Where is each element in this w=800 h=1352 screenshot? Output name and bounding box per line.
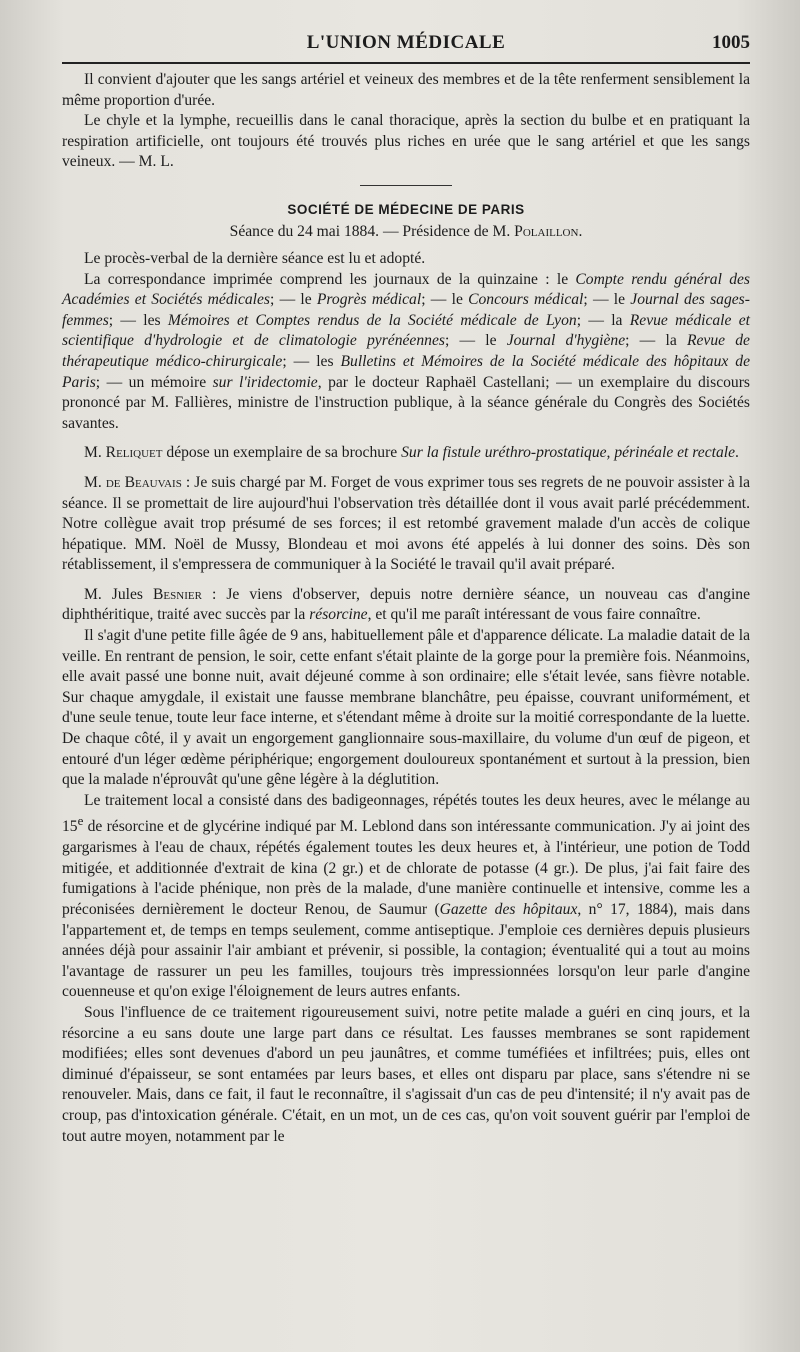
corr-journal: Revue de thérapeutique médico-chirurgicale: [62, 332, 750, 370]
intro-paragraph-2: Le chyle et la lymphe, recueillis dans le canal thoracique, après la section du bulbe et en pratiquant la respiration artificielle, ont toujours été trouvés plus riches en urée que le sang artériel et que les sangs veineux. — M. L.: [62, 112, 750, 171]
corr-text: ; — la: [625, 332, 687, 350]
bes-text: : Je viens d'observer, depuis notre dernière séance, un nouveau cas d'angine diphthéritique, traité avec succès par la: [62, 585, 750, 624]
rel-text: dépose un exemplaire de sa brochure: [162, 444, 402, 462]
rel-text: .: [735, 444, 739, 462]
beau-text: : Je suis chargé par M. Forget de vous exprimer tous ses regrets de ne pouvoir assister à la séance. Il se promettait de lire aujourd'hui l'observation très détaillée dont il vous avait parlé précédemment. Notre collègue avait trop présumé de ses forces; il est retombé gravement malade d'un accès de colique hépatique. MM. Noël de Mussy, Blondeau et moi avons été appelés à lui donner des soins. Dès son rétablissement, il s'empressera de communiquer à la Société le travail qu'il avait préparé.: [62, 473, 751, 574]
corr-text: , par le docteur Raphaël Castellani; — un exemplaire du discours prononcé par M. Fallières, ministre de l'instruction publique, à la séance générale du Congrès des Sociétés savantes.: [62, 373, 750, 432]
section-separator: [360, 185, 452, 186]
journal-name: Gazette des hôpitaux: [439, 900, 578, 918]
intro-paragraph-1: Il convient d'ajouter que les sangs artériel et veineux des membres et de la tête renferment sensiblement la même proportion d'urée.: [62, 71, 750, 109]
beauvais-name: de Beauvais: [105, 473, 182, 491]
corr-text: ; — un mémoire: [95, 373, 213, 391]
rel-text: M.: [84, 444, 106, 462]
president-name: Polaillon: [514, 222, 579, 240]
drug-name: résorcine: [309, 606, 368, 624]
corr-journal: sur l'iridectomie: [212, 373, 318, 391]
session-suffix: .: [578, 222, 583, 240]
running-header: [62, 22, 750, 62]
result-paragraph: Sous l'influence de ce traitement rigoureusement suivi, notre petite malade a guéri en cinq jours, et la résorcine a eu sans doute une large part dans ce résultat. Les fausses membranes se sont rapidement modifiées; elles sont devenues d'abord un peu jaunâtres, et comme tuméfiées et infiltrées; puis, elles ont diminué d'épaisseur, se sont entamées par leurs bases, et elles ont disparu par place, sans s'étendre ni se renouveler. Mais, dans ce fait, il faut le reconnaître, il s'agissait d'un cas de peu d'intensité; il n'y avait pas de croup, pas d'intoxication générale. C'était, en un mot, un de ces cas, qu'on voit souvent guérir par l'emploi de tout autre moyen, notamment par le: [62, 1003, 750, 1145]
treat-superscript: e: [77, 813, 84, 829]
reliquet-name: Reliquet: [105, 444, 163, 462]
session-prefix: Séance du 24 mai 1884. — Présidence de M.: [229, 222, 515, 240]
corr-text: La correspondance imprimée comprend les journaux de la quinzaine : le: [84, 270, 576, 288]
session-line: [62, 223, 750, 241]
corr-text: ; — le: [421, 291, 469, 309]
section-title: SOCIÉTÉ DE MÉDECINE DE PARIS: [287, 201, 525, 217]
page-number: 1005: [712, 32, 750, 53]
corr-journal: Compte rendu général des Académies et Sociétés médicales: [62, 270, 750, 309]
correspondence-paragraph: [62, 270, 750, 435]
corr-journal: Mémoires et Comptes rendus de la Société médicale de Lyon: [167, 311, 577, 329]
journal-title: L'UNION MÉDICALE: [306, 32, 506, 53]
besnier-name: Besnier: [153, 585, 202, 603]
corr-journal: Bulletins et Mémoires de la Société médicale des hôpitaux de Paris: [62, 352, 750, 391]
corr-text: ; — le: [583, 291, 631, 309]
article-body: [62, 70, 750, 1147]
treat-text: , n° 17, 1884), mais dans l'appartement et, de temps en temps seulement, comme antiseptique. J'emploie ces dernières depuis plusieurs années déjà pour assainir l'air ambiant et prévenir, si possible, la contagion; éventualité qui a tout au moins l'avantage de rassurer un peu les familles, toujours très impressionnées lorsqu'on leur parle d'angine couenneuse et qu'on exige l'éloignement de leurs autres enfants.: [62, 900, 751, 1001]
corr-text: ; — les: [282, 352, 341, 370]
corr-text: ; — le: [269, 291, 317, 309]
header-rule: [62, 62, 750, 64]
case-paragraph: Il s'agit d'une petite fille âgée de 9 ans, habituellement pâle et d'apparence délicate. La maladie datait de la veille. En rentrant de pension, le soir, cette enfant s'était plainte de la gorge pour la première fois. Néanmoins, elle avait passé une bonne nuit, avait déjeuné comme à son ordinaire; elle s'était levée, sans fièvre notable. Sur chaque amygdale, il existait une fausse membrane blanchâtre, peu épaisse, couvrant uniformément, et d'une seule tenue, toute leur face interne, et s'étendant même à droite sur la moitié correspondante de la luette. De chaque côté, il y avait un engorgement ganglionnaire sous-maxillaire, du volume d'un œuf de pigeon, et entouré d'un léger œdème périphérique; engorgement douloureux spontanément et surtout à la pression, bien que la malade n'éprouvât qu'une gêne légère à la déglutition.: [62, 627, 750, 789]
corr-text: ; — le: [444, 332, 507, 350]
treat-text: Le traitement local a consisté dans des badigeonnages, répétés toutes les deux heures, avec le mélange au 15: [62, 791, 750, 836]
bes-text: M. Jules: [84, 585, 154, 603]
corr-journal: Concours médical: [468, 291, 584, 309]
bes-text: , et qu'il me paraît intéressant de vous faire connaître.: [367, 606, 701, 624]
beauvais-paragraph: [62, 473, 750, 576]
corr-journal: Progrès médical: [316, 291, 422, 309]
reliquet-paragraph: [62, 443, 750, 464]
besnier-paragraph: [62, 585, 750, 626]
corr-journal: Journal d'hygiène: [506, 332, 626, 350]
brochure-title: Sur la fistule uréthro-prostatique, périnéale et rectale: [401, 444, 736, 462]
corr-text: ; — les: [108, 311, 168, 329]
beau-text: M.: [84, 473, 106, 491]
minutes-paragraph: Le procès-verbal de la dernière séance est lu et adopté.: [84, 249, 426, 267]
corr-journal: Journal des sages-femmes: [62, 291, 750, 329]
treatment-paragraph: [62, 791, 750, 1003]
corr-journal: Revue médicale et scientifique d'hydrologie et de climatologie pyrénéennes: [62, 311, 750, 350]
corr-text: ; — la: [576, 311, 630, 329]
treat-text: de résorcine et de glycérine indiqué par M. Leblond dans son intéressante communication. J'y ai joint des gargarismes à l'eau de chaux, répétés également toutes les deux heures et, à l'intérieur, une potion de Todd mitigée, et additionnée d'extrait de kina (2 gr.) et de chlorate de potasse (4 gr.). De plus, j'ai fait faire des fumigations à l'acide phénique, non près de la malade, d'une manière continuelle et intensive, comme les a préconisées dernièrement le docteur Renou, de Saumur (: [62, 818, 750, 918]
